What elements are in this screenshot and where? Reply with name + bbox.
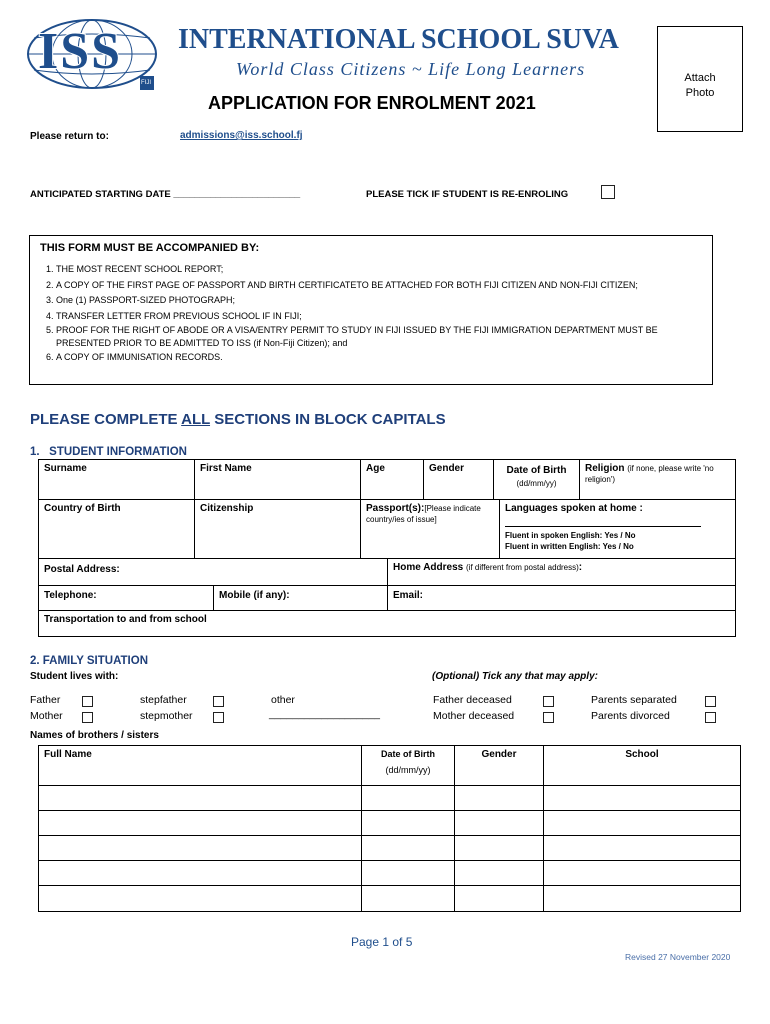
requirement-item: 1. THE MOST RECENT SCHOOL REPORT; [56,262,704,278]
school-motto: World Class Citizens ~ Life Long Learners [236,59,586,79]
sibling-row-4-school[interactable] [543,860,741,886]
email-field[interactable]: Email: [387,585,736,611]
age-field[interactable]: Age [360,459,424,500]
father-option[interactable]: Father [30,694,61,706]
mother-option[interactable]: Mother [30,710,63,722]
sibling-row-1-name[interactable] [38,785,362,811]
other-blank[interactable]: ___________________ [269,708,380,720]
country-of-birth-field[interactable]: Country of Birth [38,499,195,559]
father-deceased-option[interactable]: Father deceased [433,694,512,706]
sibling-row-3-gender[interactable] [454,835,544,861]
instruction-heading: PLEASE COMPLETE ALL SECTIONS IN BLOCK CAPITALS [30,411,446,428]
parents-divorced-option[interactable]: Parents divorced [591,710,670,722]
revised-date: Revised 27 November 2020 [625,952,731,962]
school-name: INTERNATIONAL SCHOOL SUVA [178,24,619,55]
starting-date-label: ANTICIPATED STARTING DATE [30,189,171,200]
requirement-item: 6. A COPY OF IMMUNISATION RECORDS. [56,350,704,366]
parents-separated-checkbox[interactable] [705,696,716,707]
reenrol-label: PLEASE TICK IF STUDENT IS RE-ENROLING [366,189,569,200]
sibling-row-5-name[interactable] [38,885,362,912]
sibling-row-5-school[interactable] [543,885,741,912]
stepfather-option[interactable]: stepfather [140,694,187,706]
mother-checkbox[interactable] [82,712,93,723]
requirement-item: 5. PROOF FOR THE RIGHT OF ABODE OR A VISA/ENTRY PERMIT TO STUDY IN FIJI ISSUED BY THE FIJI IMMIGRATION DEPARTMENT MUST BE PRESENTED PRIOR TO BE ADMITTED TO ISS (if Non-Fiji Citizen); and [56,324,704,350]
languages-field[interactable]: Languages spoken at home : Fluent in spoken English: Yes / No Fluent in written English: Yes / No [499,499,736,559]
sibling-row-2-name[interactable] [38,810,362,836]
mother-deceased-checkbox[interactable] [543,712,554,723]
school-logo [24,14,164,94]
postal-address-field[interactable]: Postal Address: [38,558,388,586]
sibling-row-2-dob[interactable] [361,810,455,836]
sibling-row-1-dob[interactable] [361,785,455,811]
photo-box[interactable] [657,26,743,132]
sibling-row-4-dob[interactable] [361,860,455,886]
form-title: APPLICATION FOR ENROLMENT 2021 [208,93,536,113]
sibling-row-2-gender[interactable] [454,810,544,836]
sibling-row-4-name[interactable] [38,860,362,886]
gender-field[interactable]: Gender [423,459,494,500]
col-header-gender: Gender [454,745,544,786]
requirement-item: 4. TRANSFER LETTER FROM PREVIOUS SCHOOL IF IN FIJI; [56,309,704,325]
logo-text: ISS [38,23,123,80]
optional-label: (Optional) Tick any that may apply: [432,671,598,682]
logo-sub: FIJI [141,80,151,86]
sibling-row-3-name[interactable] [38,835,362,861]
requirements-list [38,262,704,366]
citizenship-field[interactable]: Citizenship [194,499,361,559]
religion-field[interactable]: Religion (if none, please write 'no religion') [579,459,736,500]
dob-field[interactable]: Date of Birth (dd/mm/yy) [493,459,580,500]
sibling-row-2-school[interactable] [543,810,741,836]
requirements-box [29,235,713,385]
reenrol-checkbox[interactable] [601,185,615,199]
requirement-item: 3. One (1) PASSPORT-SIZED PHOTOGRAPH; [56,293,704,309]
languages-line [505,526,701,527]
sibling-row-3-school[interactable] [543,835,741,861]
col-header-full-name: Full Name [38,745,362,786]
lives-with-label: Student lives with: [30,671,119,682]
stepmother-checkbox[interactable] [213,712,224,723]
col-header-school: School [543,745,741,786]
telephone-field[interactable]: Telephone: [38,585,214,611]
requirements-heading: THIS FORM MUST BE ACCOMPANIED BY: [40,242,260,254]
starting-date-blank: ________________________ [173,189,301,200]
page-number: Page 1 of 5 [351,935,413,949]
siblings-label: Names of brothers / sisters [30,730,159,741]
parents-divorced-checkbox[interactable] [705,712,716,723]
sibling-row-5-gender[interactable] [454,885,544,912]
transport-field[interactable]: Transportation to and from school [38,610,736,637]
requirement-item: 2. A COPY OF THE FIRST PAGE OF PASSPORT AND BIRTH CERTIFICATETO BE ATTACHED FOR BOTH FIJI CITIZEN AND NON-FIJI CITIZEN; [56,278,704,294]
sibling-row-4-gender[interactable] [454,860,544,886]
home-address-field[interactable]: Home Address (if different from postal address): [387,558,736,586]
first-name-field[interactable]: First Name [194,459,361,500]
sibling-row-3-dob[interactable] [361,835,455,861]
sibling-row-5-dob[interactable] [361,885,455,912]
photo-label: Attach Photo [684,72,716,99]
starting-date-field[interactable] [30,189,300,200]
other-option: other [271,694,295,706]
passport-field[interactable]: Passport(s):[Please indicate country/ies of issue] [360,499,500,559]
stepfather-checkbox[interactable] [213,696,224,707]
stepmother-option[interactable]: stepmother [140,710,193,722]
father-deceased-checkbox[interactable] [543,696,554,707]
return-label: Please return to: [30,131,109,142]
parents-separated-option[interactable]: Parents separated [591,694,677,706]
sibling-row-1-gender[interactable] [454,785,544,811]
return-email-link[interactable]: admissions@iss.school.fj [180,130,303,141]
student-section-heading: 1. STUDENT INFORMATION [30,446,187,458]
mother-deceased-option[interactable]: Mother deceased [433,710,515,722]
father-checkbox[interactable] [82,696,93,707]
sibling-row-1-school[interactable] [543,785,741,811]
family-section-heading: 2. FAMILY SITUATION [30,655,148,667]
col-header-dob: Date of Birth (dd/mm/yy) [361,745,455,786]
mobile-field[interactable]: Mobile (if any): [213,585,388,611]
surname-field[interactable]: Surname [38,459,195,500]
